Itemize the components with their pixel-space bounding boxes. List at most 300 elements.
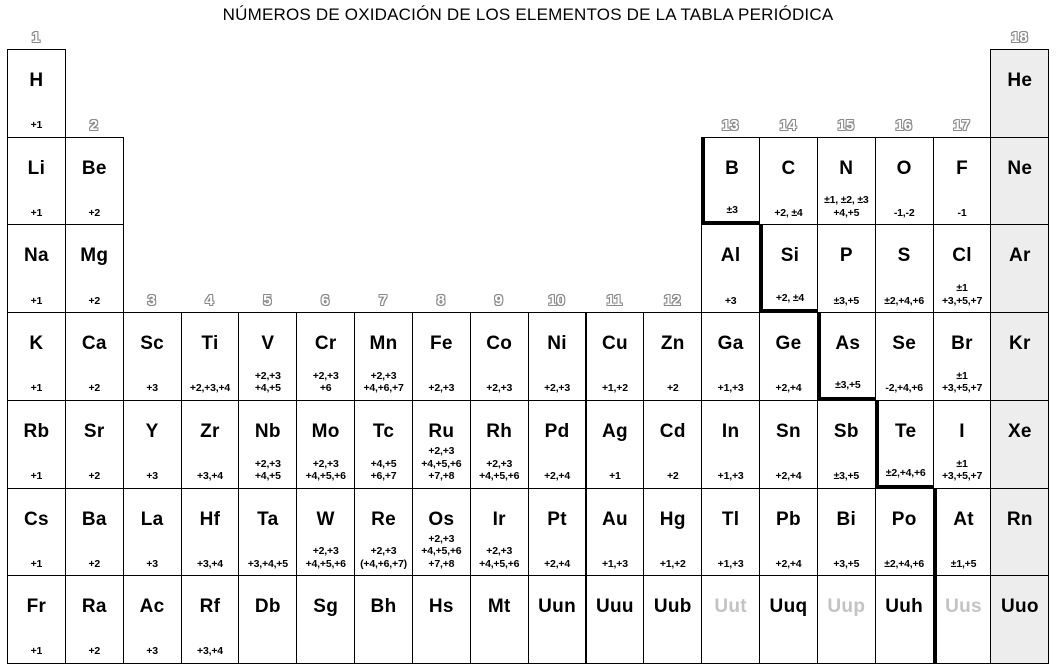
element-cell-Ru xyxy=(412,400,471,489)
oxidation-numbers xyxy=(705,204,759,217)
oxidation-numbers xyxy=(702,470,759,483)
element-symbol: O xyxy=(896,157,912,179)
element-cell-Si xyxy=(759,224,818,313)
oxidation-numbers xyxy=(702,558,759,571)
oxidation-numbers xyxy=(297,458,354,483)
element-symbol: Uun xyxy=(538,596,576,618)
element-symbol: Xe xyxy=(1007,420,1032,442)
oxidation-numbers xyxy=(297,545,354,570)
element-symbol: At xyxy=(953,508,974,530)
element-cell-F xyxy=(933,137,992,226)
oxidation-line: -1 xyxy=(957,206,967,219)
oxidation-line: +1 xyxy=(30,645,43,658)
oxidation-numbers xyxy=(876,558,933,571)
oxidation-numbers xyxy=(66,382,123,395)
element-cell-Pd xyxy=(528,400,587,489)
group-label-16: 16 xyxy=(895,116,913,134)
element-cell-V xyxy=(238,312,297,401)
element-symbol: S xyxy=(897,245,911,267)
oxidation-numbers xyxy=(934,207,991,220)
element-cell-Al xyxy=(701,224,760,313)
oxidation-numbers xyxy=(879,467,933,480)
element-cell-Fr xyxy=(7,575,66,664)
element-symbol: Mt xyxy=(487,596,511,618)
element-cell-Hg xyxy=(643,488,702,577)
element-symbol: Mn xyxy=(369,333,398,355)
element-symbol: Sr xyxy=(83,420,105,442)
oxidation-line: +3,+5,+7 xyxy=(941,382,983,395)
oxidation-numbers xyxy=(934,282,991,307)
oxidation-line: ±1 xyxy=(956,282,968,295)
element-cell-Br xyxy=(933,312,992,401)
oxidation-line: +2,+3,+4 xyxy=(189,382,231,395)
oxidation-numbers xyxy=(818,194,875,219)
element-symbol: Zn xyxy=(660,333,685,355)
oxidation-numbers xyxy=(876,207,933,220)
oxidation-numbers xyxy=(644,470,701,483)
element-cell-Nb xyxy=(238,400,297,489)
oxidation-numbers xyxy=(66,645,123,658)
oxidation-line: +6,+7 xyxy=(370,470,397,483)
element-symbol: Sg xyxy=(313,596,339,618)
element-cell-Uuq xyxy=(759,575,818,664)
element-symbol: Li xyxy=(27,157,46,179)
element-symbol: Ac xyxy=(139,596,165,618)
oxidation-line: +2,+3 xyxy=(254,369,281,382)
element-symbol: Y xyxy=(145,420,159,442)
oxidation-line: +2,+4 xyxy=(544,557,570,570)
element-symbol: Cr xyxy=(314,333,337,355)
element-symbol: Ga xyxy=(717,333,744,355)
oxidation-line: +2,+3 xyxy=(486,382,513,395)
oxidation-numbers xyxy=(760,382,817,395)
element-cell-K xyxy=(7,312,66,401)
oxidation-numbers xyxy=(8,382,65,395)
element-cell-Sr xyxy=(65,400,124,489)
element-cell-Cd xyxy=(643,400,702,489)
oxidation-numbers xyxy=(529,470,586,483)
oxidation-numbers xyxy=(760,207,817,220)
element-symbol: Pb xyxy=(776,508,801,530)
oxidation-numbers xyxy=(66,470,123,483)
oxidation-line: +6 xyxy=(319,382,332,395)
element-cell-Uuh xyxy=(875,575,934,664)
oxidation-numbers xyxy=(413,445,470,483)
element-cell-Os xyxy=(412,488,471,577)
element-cell-Ne xyxy=(990,137,1049,226)
element-cell-Uub xyxy=(643,575,702,664)
element-symbol: K xyxy=(29,333,44,355)
element-cell-Sn xyxy=(759,400,818,489)
oxidation-line: +2 xyxy=(88,470,101,483)
element-cell-B xyxy=(701,137,760,226)
element-symbol: B xyxy=(725,157,740,179)
oxidation-line: +1,+3 xyxy=(717,382,744,395)
element-cell-Rn xyxy=(990,488,1049,577)
element-cell-Fe xyxy=(412,312,471,401)
element-cell-Be xyxy=(65,137,124,226)
oxidation-line: +1,+2 xyxy=(659,557,686,570)
oxidation-line: +4,+5 xyxy=(370,457,397,470)
element-cell-Re xyxy=(354,488,413,577)
element-symbol: P xyxy=(839,245,853,267)
element-symbol: Fr xyxy=(26,596,47,618)
element-cell-Au xyxy=(586,488,645,577)
element-symbol: Ni xyxy=(547,333,567,355)
element-cell-Uun xyxy=(528,575,587,664)
group-label-7: 7 xyxy=(378,292,388,310)
oxidation-line: +2 xyxy=(88,294,101,307)
group-label-8: 8 xyxy=(436,292,446,310)
oxidation-line: ±3,+5 xyxy=(833,294,860,307)
oxidation-numbers xyxy=(8,119,65,132)
element-symbol: In xyxy=(721,420,740,442)
oxidation-line: +2,+3 xyxy=(428,532,455,545)
oxidation-line: +1,+3 xyxy=(601,557,628,570)
element-symbol: Mg xyxy=(80,245,109,267)
oxidation-line: +2,+3 xyxy=(486,545,513,558)
element-symbol: H xyxy=(29,70,44,91)
oxidation-line: +3 xyxy=(146,382,158,395)
oxidation-numbers xyxy=(529,382,586,395)
element-symbol: Db xyxy=(254,596,281,618)
element-symbol: Tl xyxy=(721,508,740,530)
element-symbol: Cd xyxy=(659,420,686,442)
element-symbol: Kr xyxy=(1009,333,1031,355)
oxidation-line: -2,+4,+6 xyxy=(885,382,923,395)
oxidation-line: +2,+3 xyxy=(254,457,281,470)
element-cell-Ta xyxy=(238,488,297,577)
oxidation-numbers xyxy=(702,295,759,308)
element-cell-He xyxy=(990,49,1049,138)
oxidation-numbers xyxy=(587,558,644,571)
oxidation-line: +2,+3 xyxy=(312,369,339,382)
element-cell-I xyxy=(933,400,992,489)
group-label-9: 9 xyxy=(494,292,503,310)
group-label-1: 1 xyxy=(31,29,41,46)
element-symbol: La xyxy=(140,508,164,530)
group-label-11: 11 xyxy=(606,292,623,310)
element-symbol: Ir xyxy=(492,508,506,530)
oxidation-line: +3,+4 xyxy=(197,645,223,658)
element-cell-Uus xyxy=(933,575,992,664)
oxidation-numbers xyxy=(124,645,181,658)
element-cell-S xyxy=(875,224,934,313)
element-symbol: Hf xyxy=(199,508,221,530)
oxidation-line: +4,+5,+6 xyxy=(305,557,346,570)
oxidation-line: ±2,+4,+6 xyxy=(884,294,925,307)
oxidation-numbers xyxy=(8,295,65,308)
element-cell-Ti xyxy=(181,312,240,401)
oxidation-line: +2,+3 xyxy=(312,545,339,558)
oxidation-numbers xyxy=(760,470,817,483)
oxidation-line: +2,+3 xyxy=(312,457,339,470)
element-symbol: Uuq xyxy=(769,596,808,618)
oxidation-line: +4,+5,+6 xyxy=(421,545,462,558)
group-label-5: 5 xyxy=(263,292,272,310)
oxidation-line: +2 xyxy=(666,382,679,395)
element-cell-Cl xyxy=(933,224,992,313)
oxidation-numbers xyxy=(818,470,875,483)
element-cell-Uuu xyxy=(586,575,645,664)
element-symbol: Ar xyxy=(1009,245,1031,267)
element-symbol: Pd xyxy=(544,420,570,442)
element-symbol: Rn xyxy=(1006,508,1033,530)
oxidation-line: +3,+5,+7 xyxy=(941,470,983,483)
oxidation-line: +3 xyxy=(146,557,158,570)
oxidation-line: +2 xyxy=(88,206,101,219)
element-symbol: Cl xyxy=(952,245,972,267)
oxidation-line: +2,+3 xyxy=(370,545,397,558)
oxidation-line: +1 xyxy=(30,119,43,132)
element-symbol: V xyxy=(261,333,275,355)
oxidation-numbers xyxy=(182,645,239,658)
element-symbol: He xyxy=(1007,70,1033,91)
element-cell-Bh xyxy=(354,575,413,664)
element-symbol: Al xyxy=(720,245,741,267)
element-symbol: Sn xyxy=(776,420,801,442)
element-cell-O xyxy=(875,137,934,226)
oxidation-numbers xyxy=(8,470,65,483)
element-symbol: Bi xyxy=(836,508,857,530)
oxidation-numbers xyxy=(239,458,296,483)
oxidation-line: +2,+4 xyxy=(775,470,802,483)
oxidation-line: +3,+4 xyxy=(197,470,223,483)
element-symbol: Br xyxy=(951,333,973,355)
oxidation-line: +2 xyxy=(88,645,101,658)
page-title: NÚMEROS DE OXIDACIÓN DE LOS ELEMENTOS DE LA TABLA PERIÓDICA xyxy=(222,5,834,24)
group-label-14: 14 xyxy=(779,116,797,134)
oxidation-numbers xyxy=(66,558,123,571)
element-symbol: Uub xyxy=(653,596,692,618)
element-symbol: Ra xyxy=(81,596,107,618)
oxidation-numbers xyxy=(124,382,181,395)
oxidation-line: ±2,+4,+6 xyxy=(884,557,925,570)
oxidation-line: +4,+5 xyxy=(254,382,281,395)
element-symbol: Nb xyxy=(254,420,281,442)
oxidation-line: +4,+5,+6 xyxy=(479,470,520,483)
oxidation-numbers xyxy=(937,558,991,571)
oxidation-line: ±1 xyxy=(956,369,968,382)
oxidation-line: +2,+3 xyxy=(486,457,513,470)
element-cell-C xyxy=(759,137,818,226)
oxidation-line: ±3,+5 xyxy=(833,470,860,483)
oxidation-line: +3,+5,+7 xyxy=(941,294,983,307)
oxidation-line: +1,+3 xyxy=(717,470,744,483)
oxidation-numbers xyxy=(934,370,991,395)
oxidation-line: +2 xyxy=(666,470,679,483)
element-symbol: Se xyxy=(892,333,917,355)
element-symbol: N xyxy=(839,157,854,179)
oxidation-line: +7,+8 xyxy=(428,557,455,570)
element-symbol: Zr xyxy=(200,420,220,442)
oxidation-line: +4,+6,+7 xyxy=(363,382,404,395)
oxidation-numbers xyxy=(471,382,528,395)
oxidation-line: +2,+3 xyxy=(428,382,455,395)
element-cell-Cu xyxy=(586,312,645,401)
element-symbol: Tc xyxy=(372,420,395,442)
element-symbol: W xyxy=(316,508,335,530)
oxidation-line: +1 xyxy=(30,294,43,307)
element-cell-Te xyxy=(875,400,934,489)
element-symbol: Rb xyxy=(23,420,50,442)
element-symbol: Sc xyxy=(140,333,165,355)
element-cell-Ra xyxy=(65,575,124,664)
element-cell-Ni xyxy=(528,312,587,401)
oxidation-numbers xyxy=(297,370,354,395)
oxidation-line: +4,+5,+6 xyxy=(479,557,520,570)
oxidation-numbers xyxy=(821,379,875,392)
oxidation-numbers xyxy=(182,470,239,483)
element-symbol: Ta xyxy=(257,508,279,530)
oxidation-numbers xyxy=(355,458,412,483)
oxidation-numbers xyxy=(760,558,817,571)
oxidation-line: +4,+5 xyxy=(833,206,860,219)
oxidation-numbers xyxy=(702,382,759,395)
element-cell-H xyxy=(7,49,66,138)
oxidation-line: +4,+5,+6 xyxy=(421,457,462,470)
element-symbol: Po xyxy=(891,508,917,530)
element-cell-Cs xyxy=(7,488,66,577)
group-label-13: 13 xyxy=(721,116,739,134)
element-cell-Rf xyxy=(181,575,240,664)
oxidation-numbers xyxy=(8,207,65,220)
group-label-12: 12 xyxy=(663,292,681,310)
oxidation-line: -1,-2 xyxy=(893,206,915,219)
oxidation-line: +2,+4 xyxy=(775,557,802,570)
element-cell-Kr xyxy=(990,312,1049,401)
element-cell-Ca xyxy=(65,312,124,401)
oxidation-numbers xyxy=(471,545,528,570)
oxidation-line: +2,+4 xyxy=(775,382,802,395)
element-symbol: C xyxy=(781,157,796,179)
element-cell-Cr xyxy=(296,312,355,401)
element-cell-Tl xyxy=(701,488,760,577)
oxidation-numbers xyxy=(644,382,701,395)
oxidation-line: ±2,+4,+6 xyxy=(885,467,926,480)
oxidation-line: +2,+3 xyxy=(370,369,397,382)
element-symbol: Uus xyxy=(945,596,982,618)
element-symbol: Uut xyxy=(714,596,747,618)
element-cell-At xyxy=(933,488,992,577)
oxidation-numbers xyxy=(66,207,123,220)
element-cell-Hs xyxy=(412,575,471,664)
element-cell-Y xyxy=(123,400,182,489)
oxidation-numbers xyxy=(8,558,65,571)
element-symbol: Hg xyxy=(659,508,686,530)
element-cell-Zr xyxy=(181,400,240,489)
oxidation-line: +2 xyxy=(88,557,101,570)
oxidation-numbers xyxy=(413,533,470,571)
oxidation-line: +3,+5 xyxy=(833,557,860,570)
oxidation-numbers xyxy=(644,558,701,571)
element-symbol: I xyxy=(959,420,965,442)
element-cell-Xe xyxy=(990,400,1049,489)
oxidation-line: +2, ±4 xyxy=(775,291,805,304)
oxidation-line: +2,+4 xyxy=(544,470,570,483)
element-symbol: Mo xyxy=(311,420,340,442)
oxidation-numbers xyxy=(66,295,123,308)
oxidation-line: +1 xyxy=(30,206,43,219)
element-cell-As xyxy=(817,312,876,401)
element-cell-Mo xyxy=(296,400,355,489)
oxidation-line: +3 xyxy=(146,645,158,658)
group-label-6: 6 xyxy=(321,292,330,310)
element-symbol: Hs xyxy=(428,596,454,618)
element-cell-Uut xyxy=(701,575,760,664)
element-symbol: Uup xyxy=(827,596,866,618)
element-symbol: As xyxy=(835,333,861,355)
element-symbol: Uuu xyxy=(596,596,634,618)
oxidation-numbers xyxy=(529,558,586,571)
oxidation-numbers xyxy=(355,370,412,395)
element-symbol: Re xyxy=(371,508,396,530)
oxidation-line: +7,+8 xyxy=(428,470,455,483)
element-symbol: Te xyxy=(894,420,917,442)
oxidation-line: +1 xyxy=(30,382,43,395)
element-cell-Hf xyxy=(181,488,240,577)
element-cell-Na xyxy=(7,224,66,313)
oxidation-line: +3,+4,+5 xyxy=(247,557,288,570)
element-cell-Uup xyxy=(817,575,876,664)
element-cell-Pb xyxy=(759,488,818,577)
oxidation-numbers xyxy=(587,470,644,483)
group-label-18: 18 xyxy=(1011,29,1028,46)
oxidation-line: ±3 xyxy=(726,203,738,216)
element-cell-P xyxy=(817,224,876,313)
element-cell-Ga xyxy=(701,312,760,401)
element-cell-Sb xyxy=(817,400,876,489)
element-cell-Po xyxy=(875,488,934,577)
oxidation-numbers xyxy=(763,292,817,305)
element-cell-Zn xyxy=(643,312,702,401)
oxidation-line: +4,+5,+6 xyxy=(305,470,346,483)
element-symbol: Rh xyxy=(486,420,513,442)
oxidation-line: +2,+3 xyxy=(544,382,570,395)
element-cell-Uuo xyxy=(990,575,1049,664)
element-cell-N xyxy=(817,137,876,226)
element-symbol: Au xyxy=(601,508,628,530)
element-cell-Ar xyxy=(990,224,1049,313)
oxidation-line: +4,+5 xyxy=(254,470,281,483)
group-label-4: 4 xyxy=(205,292,214,310)
element-symbol: Ru xyxy=(428,420,455,442)
oxidation-numbers xyxy=(471,458,528,483)
element-symbol: Be xyxy=(81,157,107,179)
oxidation-numbers xyxy=(8,645,65,658)
oxidation-line: +1 xyxy=(30,470,43,483)
group-label-3: 3 xyxy=(147,292,156,310)
element-cell-Rh xyxy=(470,400,529,489)
oxidation-numbers xyxy=(182,382,239,395)
element-symbol: Rf xyxy=(199,596,221,618)
oxidation-numbers xyxy=(818,558,875,571)
element-cell-Ir xyxy=(470,488,529,577)
element-cell-Ag xyxy=(586,400,645,489)
element-symbol: Cs xyxy=(23,508,49,530)
oxidation-numbers xyxy=(413,382,470,395)
oxidation-line: (+4,+6,+7) xyxy=(360,557,407,570)
oxidation-numbers xyxy=(818,295,875,308)
element-symbol: Ne xyxy=(1007,157,1033,179)
element-symbol: F xyxy=(956,157,968,179)
element-symbol: Bh xyxy=(370,596,397,618)
oxidation-numbers xyxy=(355,545,412,570)
oxidation-line: ±3,+5 xyxy=(835,379,861,392)
oxidation-line: +3,+4 xyxy=(197,557,223,570)
oxidation-numbers xyxy=(124,470,181,483)
oxidation-numbers xyxy=(934,458,991,483)
